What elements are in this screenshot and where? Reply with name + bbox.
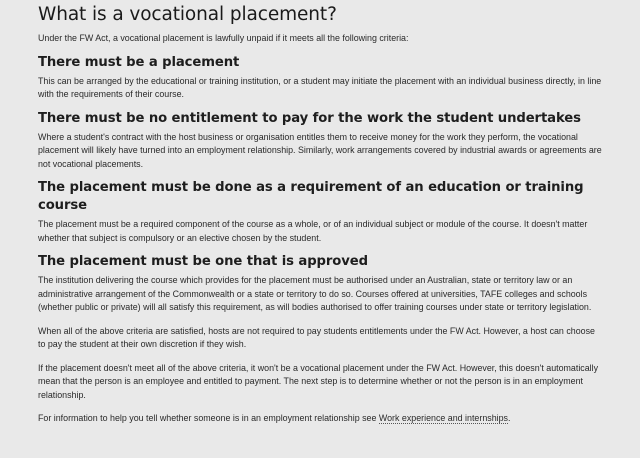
heading-placement: There must be a placement (38, 54, 240, 70)
text-no-entitlement: Where a student's contract with the host business or organisation entitles them to receive money for the work they perform, the vocational placement will likely have turned into an employment relationship. Similarly, work arrangements covered by industrial awards or agreements are not vocational placements. (38, 131, 602, 169)
footer-end: . (507, 413, 511, 423)
text-placement: This can be arranged by the educational or training institution, or a student may initiate the placement with an individual business directly, in line with the requirements of their course. (38, 75, 602, 99)
footer-text: For information to help you tell whether someone is in an employment relationship see (38, 413, 379, 423)
paragraph-criteria-not-met: If the placement doesn't meet all of the above criteria, it won't be a vocational placement under the FW Act. However, this doesn't automatically mean that the person is an employee and entitled to payment. The next step is to determine whether or not the person is in an employment relationship. (38, 362, 599, 400)
page-title: What is a vocational placement? (38, 4, 337, 25)
paragraph-criteria-satisfied: When all of the above criteria are satisfied, hosts are not required to pay students entitlements under the FW Act. However, a host can choose to pay the student at their own discretion if they wish. (38, 325, 595, 349)
footer-paragraph (38, 412, 602, 426)
heading-no-entitlement: There must be no entitlement to pay for the work the student undertakes (38, 110, 581, 126)
heading-course-requirement: The placement must be done as a requirement of an education or training course (38, 180, 584, 213)
article (0, 4, 640, 458)
intro-text: Under the FW Act, a vocational placement is lawfully unpaid if it meets all the following criteria: (38, 33, 409, 43)
work-experience-link[interactable]: Work experience and internships (378, 413, 508, 423)
heading-approved: The placement must be one that is approved (38, 254, 368, 269)
text-course-requirement: The placement must be a required component of the course as a whole, or of an individual subject or module of the course. It doesn't matter whether that subject is compulsory or an elective chosen by the student. (38, 219, 588, 243)
text-approved: The institution delivering the course which provides for the placement must be authorised under an Australian, state or territory law or an administrative arrangement of the Commonwealth or a state or territory to do so. Courses offered at universities, TAFE colleges and schools (whether public or private) will all satisfy this requirement, as will bodies authorised to offer training courses under state or territory legislation. (38, 275, 592, 312)
